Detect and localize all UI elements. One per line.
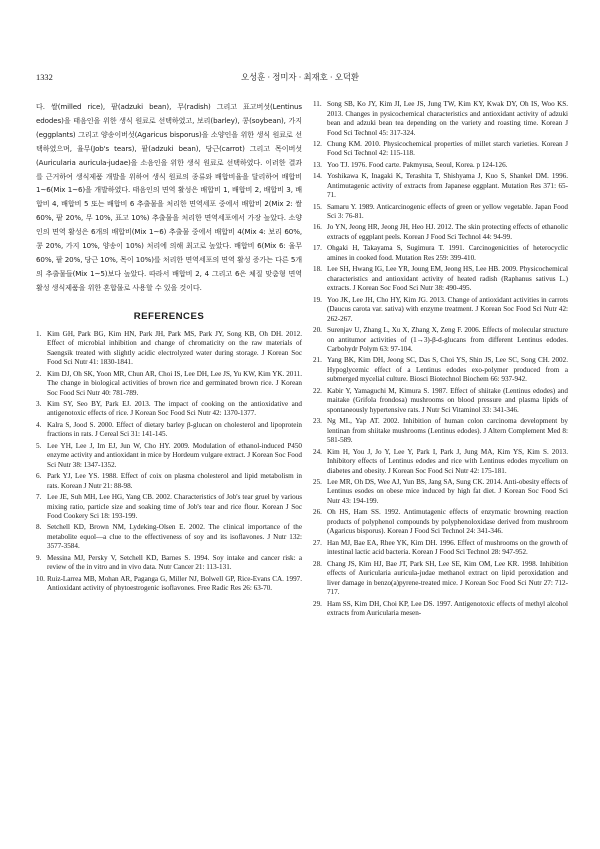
reference-text: Yoo TJ. 1976. Food carte. Pakmyusa, Seoul, Korea. p 124-126. [327,160,508,169]
reference-text: Kim GH, Park BG, Kim HN, Park JH, Park MS, Park JY, Song KB, Oh DH. 2012. Effect of microbial inhibition and change of chromaticity on the raw materials of Saengsik treated with slightly acidic electrolyzed water during storage. J Korean Soc Food Sci Nutr 41: 1830-1841. [47,329,302,367]
reference-number: 15. [313,202,322,211]
reference-number: 3. [36,399,42,408]
reference-text: Ham SS, Kim DH, Choi KP, Lee DS. 1997. Antigenotoxic effects of methyl alcohol extracts from Auricularia mesen- [327,599,568,618]
reference-item [36,575,302,594]
reference-text: Yang BK, Kim DH, Jeong SC, Das S, Choi YS, Shin JS, Lee SC, Song CH. 2002. Hypoglycemic effect of a Lentinus edodes exo-polymer produced from a submerged mycelial culture. Biosci Biotechnol Biochem 66: 937-942. [327,356,568,384]
reference-number: 21. [313,356,322,365]
reference-item [313,539,568,558]
reference-text: Yoshikawa K, Inagaki K, Terashita T, Shishyama J, Kuo S, Shankel DM. 1996. Antimutagenic activity of extracts from Japanese eggplant. Mutation Res 371: 65-71. [327,172,568,200]
reference-number: 7. [36,493,42,502]
reference-item [313,161,568,171]
reference-item [313,508,568,537]
reference-text: Jo YN, Jeong HR, Jeong JH, Heo HJ. 2012. The skin protecting effects of ethanolic extracts of eggplant peels. Korean J Food Sci Technol 44: 94-99. [327,223,568,241]
reference-item [36,421,302,440]
reference-number: 13. [313,160,322,169]
reference-text: Ng ML, Yap AT. 2002. Inhibition of human colon carcinoma development by lentinan from shiitake mushrooms (Lentinus edodes). J Altern Complement Med 8: 581-589. [327,417,568,445]
reference-text: Lee YH, Lee J, Im EJ, Jun W, Cho HY. 2009. Modulation of ethanol-induced P450 enzyme activity and antioxidant in mice by Hordeum vulgare extract. J Korean Soc Food Sci Nutr 38: 1347-1352. [47,441,302,469]
reference-number: 8. [36,523,42,532]
reference-number: 19. [313,295,322,304]
reference-item [36,472,302,491]
reference-text: Kim DJ, Oh SK, Yoon MR, Chun AR, Choi IS, Lee DH, Lee JS, Yu KW, Kim YK. 2011. The change in biological activities of brown rice and germinated brown rice. J Korean Soc Food Sci Nutr 40: 781-789. [47,369,302,397]
reference-number: 23. [313,417,322,426]
reference-text: Lee JE, Suh MH, Lee HG, Yang CB. 2002. Characteristics of Job's tear gruel by various mixing ratio, particle size and soaking time of Job's tear and rice flour. Korean J Soc Food Cookery Sci 18: 193-199. [47,493,302,521]
reference-number: 29. [313,599,322,608]
reference-text: Oh HS, Ham SS. 1992. Antimutagenic effects of enzymatic browning reaction products of polyphenol compounds by polyphenoloxidase derived from mushroom (Agaricus bisporus). Korean J Food Sci Technol 24: 341-346. [327,508,568,536]
reference-text: Park YJ, Lee YS. 1988. Effect of coix on plasma cholesterol and lipid metabolism in rats. Korean J Nutr 21: 88-98. [47,472,302,490]
reference-number: 6. [36,472,42,481]
reference-item [313,265,568,294]
reference-text: Ohgaki H, Takayama S, Sugimura T. 1991. Carcinogenicities of heterocyclic amines in cooked food. Mutation Res 259: 399-410. [327,244,568,262]
reference-number: 22. [313,386,322,395]
page-number: 1332 [36,73,53,82]
reference-item [36,493,302,522]
reference-number: 10. [36,574,45,583]
reference-text: Lee MR, Oh DS, Wee AJ, Yun BS, Jang SA, Sung CK. 2014. Anti-obesity effects of Lentinus esodes on obese mice induced by high fat diet. J Korean Soc Food Sci Nutr 43: 194-199. [327,477,568,505]
reference-text: Kabir Y, Yamaguchi M, Kimura S. 1987. Effect of shiitake (Lentinus edodes) and maitake (Grifola frondosa) mushrooms on blood pressure and plasma lipids of spontaneously hypertensive rats. J Nutr Sci Vitaminol 33: 341-346. [327,386,568,414]
reference-number: 27. [313,538,322,547]
reference-number: 2. [36,369,42,378]
reference-item [313,387,568,416]
reference-number: 26. [313,508,322,517]
reference-item [313,560,568,598]
reference-item [313,356,568,385]
reference-item [313,417,568,446]
left-column [36,100,302,596]
reference-item [36,554,302,573]
reference-text: Chang JS, Kim HJ, Bae JT, Park SH, Lee SE, Kim OM, Lee KR. 1998. Inhibition effects of Auricularia auricula-judae methanol extract on lipid peroxidation and liver damage in benzo(a)pyrene-treated mice. J Korean Soc Food Sci Nutr 27: 712-717. [327,559,568,597]
reference-item [313,203,568,222]
reference-item [313,326,568,355]
reference-item [313,100,568,138]
reference-item [313,172,568,201]
reference-text: Han MJ, Bae EA, Rhee YK, Kim DH. 1996. Effect of mushrooms on the growth of intestinal lactic acid bacteria. Korean J Food Sci Technol 28: 947-952. [327,538,568,557]
reference-item [313,296,568,325]
references-heading: REFERENCES [133,310,205,322]
reference-number: 5. [36,441,42,450]
header-authors: 오성훈 · 정미자 · 최재호 · 오덕환 [240,73,359,82]
reference-item [313,223,568,242]
reference-item [313,244,568,263]
reference-text: Song SB, Ko JY, Kim JI, Lee JS, Jung TW, Kim KY, Kwak DY, Oh IS, Woo KS. 2013. Changes in pysicochemical characteristics and antioxidant activity of adzuki bean and adzuki bean tea depending on the variety and roasting time. Korean J Food Sci Technol 45: 317-324. [327,100,568,137]
reference-item [313,140,568,159]
reference-number: 17. [313,244,322,253]
reference-text: Ruiz-Larrea MB, Mohan AR, Paganga G, Miller NJ, Bolwell GP, Rice-Evans CA. 1997. Antioxidant activity of phytoestrogenic isoflavones. Free Radic Res 26: 63-70. [47,574,302,593]
reference-number: 9. [36,553,42,562]
reference-item [36,400,302,419]
reference-item [36,523,302,552]
reference-number: 4. [36,420,42,429]
reference-number: 24. [313,447,322,456]
reference-item [36,442,302,471]
reference-number: 12. [313,139,322,148]
reference-text: Chung KM. 2010. Physicochemical properties of millet starch varieties. Korean J Food Sci Technol 42: 115-118. [327,139,568,158]
right-column [313,100,568,620]
reference-number: 14. [313,172,322,181]
korean-summary-paragraph: 다. 쌀(milled rice), 팥(adzuki bean), 무(radish) 그리고 표고버섯(Lentinus edodes)을 태음인을 위한 생식 원료로 선택하였고, 보리(barley), 콩(soybean), 가지(eggplants) 그리고 양송이버섯(Agaricus bisporus)을 소양인을 위한 생식 원료로 선택하였으며, 율무(Job's tears), 팥(adzuki bean), 당근(carrot) 그리고 목이버섯(Auricularia auricula-judae)을 소음인을 위한 생식 원료로 선택하였다. 이러한 결과를 근거하여 생식제품 개발을 위하여 생식 원료의 종류와 배합비율을 달리하여 배합비 1~6(Mix 1~6)을 개발하였다. 태음인의 면역 활성은 배합비 1, 배합비 2, 배합비 3, 배합비 4, 배합비 5 또는 배합비 6 추출물을 처리한 면역세포 중에서 배합비 2(Mix 2: 쌀 60%, 팥 20%, 무 10%, 표고 10%) 추출물을 처리한 면역세포에서 가장 높았다. 소양인의 면역 활성은 6개의 배합비(Mix 1~6) 추출물 중에서 배합비 4(Mix 4: 보리 60%, 콩 20%, 가지 10%, 양송이 10%) 처리에 의해 최고로 높았다. 배합비 6(Mix 6: 율무 60%, 팥 20%, 당근 10%, 목이 10%)를 처리한 면역세포의 면역 활성 증가는 다른 5개의 추출물들(Mix 1~5)보다 높았다. 따라서 배합비 2, 4 그리고 6은 체질 맞춤형 면역 활성 생식제품을 위한 혼합물로 사용할 수 있을 것이다. [36,102,302,292]
reference-number: 20. [313,326,322,335]
reference-text: Messina MJ, Persky V, Setchell KD, Barnes S. 1994. Soy intake and cancer risk: a review of the in vitro and in vivo data. Nutr Cancer 21: 113-131. [47,553,302,572]
reference-number: 28. [313,559,322,568]
reference-number: 11. [313,100,322,108]
reference-text: Kalra S, Jood S. 2000. Effect of dietary barley β-glucan on cholesterol and lipoprotein fractions in rats. J Cereal Sci 31: 141-145. [47,420,302,439]
reference-item [36,330,302,368]
reference-item [36,370,302,399]
reference-list-left [36,330,302,594]
reference-text: Setchell KD, Brown NM, Lydeking-Olsen E. 2002. The clinical importance of the metabolite equol—a clue to the effectiveness of soy and its isoflavones. J Nutr 132: 3577-3584. [47,523,302,551]
reference-number: 25. [313,477,322,486]
reference-text: Kim H, You J, Jo Y, Lee Y, Park I, Park J, Jung MA, Kim YS, Kim S. 2013. Inhibitory effects of Lentinus edodes and rice with Lentinus edodes mycelium on diabetes and obesity. J Korean Soc Food Sci Nutr 42: 175-181. [327,447,568,475]
reference-number: 16. [313,223,322,232]
reference-text: Yoo JK, Lee JH, Cho HY, Kim JG. 2013. Change of antioxidant activities in carrots (Daucus carota var. sativa) with enzyme treatment. J Korean Soc Food Sci Nutr 42: 262-267. [327,295,568,323]
reference-number: 1. [36,329,42,338]
reference-item [313,600,568,619]
reference-item [313,478,568,507]
reference-item [313,448,568,477]
reference-number: 18. [313,265,322,274]
reference-text: Lee SH, Hwang IG, Lee YR, Joung EM, Jeong HS, Lee HB. 2009. Physicochemical characteristics and antioxidant activity of heated radish (Raphanus sativus L.) extracts. J Korean Soc Food Sci Nutr 38: 490-495. [327,265,568,293]
running-header [36,72,564,84]
reference-text: Samaru Y. 1989. Anticarcinogenic effects of green or yellow vegetable. Japan Food Sci 3: 76-81. [327,202,568,221]
reference-text: Kim SY, Seo BY, Park EJ. 2013. The impact of cooking on the antioxidative and antigenotoxic effects of rice. J Korean Soc Food Sci Nutr 42: 1370-1377. [47,399,302,418]
reference-list-right [313,100,568,619]
reference-text: Surenjav U, Zhang L, Xu X, Zhang X, Zeng F. 2006. Effects of molecular structure on antitumor activities of (1→3)-β-d-glucans from different Lentinus edodes. Carbohydr Polym 63: 97-104. [327,326,568,354]
